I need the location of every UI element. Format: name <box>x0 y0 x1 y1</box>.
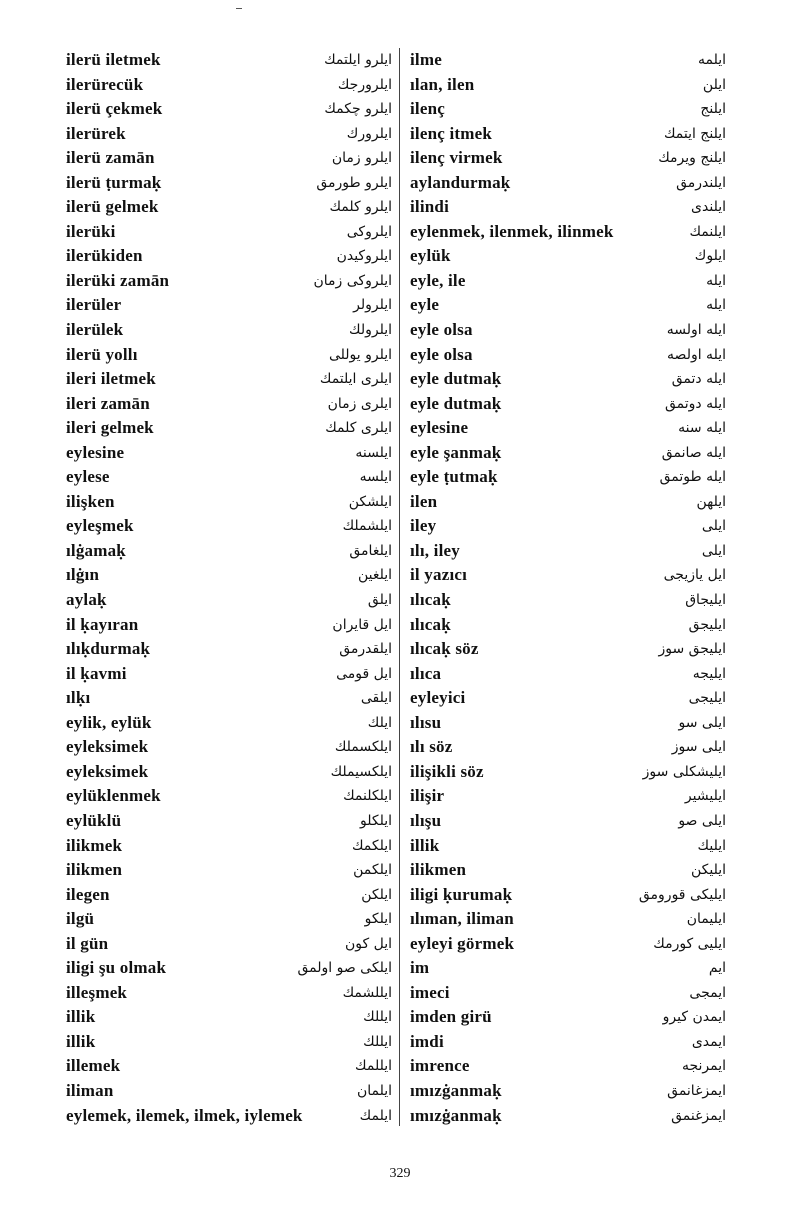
dictionary-entry <box>66 1054 392 1079</box>
ottoman-script: ایل یازیجی <box>663 567 726 584</box>
ottoman-script: ایلشملك <box>342 518 392 535</box>
turkish-headword: ileri zamān <box>66 393 150 413</box>
turkish-headword: imden girü <box>410 1007 492 1027</box>
dictionary-entry <box>410 784 726 809</box>
ottoman-script: ایمجی <box>689 984 726 1001</box>
ottoman-script: ایلیجق سوز <box>658 641 726 658</box>
ottoman-script: ایلسنه <box>355 444 392 461</box>
ottoman-script: ایل كون <box>344 935 392 952</box>
dictionary-entry <box>66 514 392 539</box>
turkish-headword: ilişikli söz <box>410 761 484 781</box>
ottoman-script: ایلكلنمك <box>343 788 392 805</box>
turkish-headword: ilgü <box>66 909 95 929</box>
ottoman-script: ایله طوتمق <box>659 469 726 486</box>
ottoman-script: ایلرولك <box>349 322 392 339</box>
ottoman-script: ایله اولسه <box>666 322 726 339</box>
dictionary-entry <box>66 981 392 1006</box>
dictionary-entry <box>410 686 726 711</box>
turkish-headword: eyleyi görmek <box>410 933 515 953</box>
print-speck <box>236 8 242 9</box>
dictionary-entry <box>410 293 726 318</box>
ottoman-script: ایلی صو <box>678 812 726 829</box>
right-column <box>410 48 726 1128</box>
ottoman-script: ایلیكن <box>690 862 726 879</box>
ottoman-script: ایلندی <box>691 199 726 216</box>
dictionary-entry <box>66 73 392 98</box>
dictionary-entry <box>410 809 726 834</box>
dictionary-entry <box>410 73 726 98</box>
dictionary-entry <box>410 1054 726 1079</box>
turkish-headword: ılıcaḳ <box>410 614 451 634</box>
dictionary-entry <box>66 293 392 318</box>
turkish-headword: eylenmek, ilenmek, ilinmek <box>410 221 614 241</box>
turkish-headword: eylemek, ilemek, ilmek, iylemek <box>66 1105 303 1125</box>
turkish-headword: ilindi <box>410 197 450 217</box>
ottoman-script: ایلسه <box>359 469 392 486</box>
dictionary-entry <box>66 97 392 122</box>
ottoman-script: ایلیمان <box>686 911 726 928</box>
turkish-headword: ılıca <box>410 663 442 683</box>
dictionary-entry <box>410 956 726 981</box>
turkish-headword: ilerüki zamān <box>66 270 170 290</box>
ottoman-script: ایلكسملك <box>334 739 392 756</box>
ottoman-script: ایلی <box>701 542 726 559</box>
dictionary-entry <box>410 195 726 220</box>
turkish-headword: ilikmen <box>66 860 123 880</box>
ottoman-script: ایلكمن <box>353 862 392 879</box>
dictionary-entry <box>410 514 726 539</box>
turkish-headword: ılısu <box>410 712 442 732</box>
ottoman-script: ایلكن <box>361 886 392 903</box>
turkish-headword: ılı söz <box>410 737 453 757</box>
ottoman-script: ایل قومی <box>336 665 392 682</box>
turkish-headword: ilişir <box>410 786 445 806</box>
dictionary-entry <box>410 318 726 343</box>
dictionary-entry <box>66 1104 392 1129</box>
dictionary-entry <box>410 1030 726 1055</box>
ottoman-script: ایللك <box>363 1009 392 1026</box>
dictionary-entry <box>66 686 392 711</box>
dictionary-entry <box>410 760 726 785</box>
turkish-headword: eyle, ile <box>410 270 466 290</box>
turkish-headword: ileri gelmek <box>66 418 154 438</box>
dictionary-entry <box>66 858 392 883</box>
turkish-headword: ilerülek <box>66 320 124 340</box>
turkish-headword: ilen <box>410 491 438 511</box>
turkish-headword: ilerü iletmek <box>66 50 161 69</box>
ottoman-script: ایلرولر <box>353 297 392 314</box>
ottoman-script: ایلیجق <box>688 616 726 633</box>
turkish-headword: eylesine <box>410 418 469 438</box>
turkish-headword: imeci <box>410 982 450 1002</box>
turkish-headword: eyle dutmaḳ <box>410 369 502 389</box>
ottoman-script: ایمرنجه <box>681 1058 726 1075</box>
dictionary-entry <box>410 834 726 859</box>
dictionary-entry <box>66 539 392 564</box>
turkish-headword: aylaḳ <box>66 590 107 610</box>
ottoman-script: ایلیجاق <box>685 592 726 609</box>
turkish-headword: illeşmek <box>66 982 128 1002</box>
dictionary-entry <box>410 539 726 564</box>
ottoman-script: ایلك <box>367 714 392 731</box>
dictionary-entry <box>66 195 392 220</box>
ottoman-script: ایلی سو <box>678 714 726 731</box>
ottoman-script: ایلشكن <box>348 493 392 510</box>
ottoman-script: ایلی سوز <box>671 739 726 756</box>
dictionary-entry <box>410 1005 726 1030</box>
dictionary-entry <box>410 48 726 73</box>
dictionary-entry <box>66 735 392 760</box>
turkish-headword: eyle şanmaḳ <box>410 442 502 462</box>
dictionary-entry <box>66 711 392 736</box>
turkish-headword: il gün <box>66 933 109 953</box>
ottoman-script: ایله دوتمق <box>664 395 726 412</box>
turkish-headword: ılıḳdurmaḳ <box>66 639 151 659</box>
ottoman-script: ایلندرمق <box>676 174 726 191</box>
dictionary-entry <box>410 637 726 662</box>
dictionary-entry <box>66 269 392 294</box>
turkish-headword: ileri iletmek <box>66 369 156 389</box>
dictionary-entry <box>410 883 726 908</box>
ottoman-script: ایلروكی زمان <box>313 272 392 289</box>
ottoman-script: ایلرو چكمك <box>324 101 392 118</box>
turkish-headword: eylüklü <box>66 810 122 830</box>
turkish-headword: eyleşmek <box>66 516 134 536</box>
ottoman-script: ایله صانمق <box>661 444 726 461</box>
turkish-headword: ilerükiden <box>66 246 143 266</box>
dictionary-entry <box>410 392 726 417</box>
dictionary-entry <box>410 1079 726 1104</box>
dictionary-entry <box>66 809 392 834</box>
dictionary-entry <box>66 588 392 613</box>
turkish-headword: illik <box>66 1007 96 1027</box>
dictionary-entry <box>410 171 726 196</box>
ottoman-script: ایلرورجك <box>337 76 392 93</box>
turkish-headword: ilerüki <box>66 221 116 241</box>
turkish-headword: ilerü gelmek <box>66 197 159 217</box>
ottoman-script: ایم <box>708 960 726 977</box>
dictionary-entry <box>410 613 726 638</box>
dictionary-entry <box>410 932 726 957</box>
dictionary-entry <box>66 416 392 441</box>
dictionary-entry <box>66 834 392 859</box>
ottoman-script: ایمزغنمق <box>671 1107 726 1124</box>
page-number: 329 <box>389 1166 411 1181</box>
ottoman-script: ایل قایران <box>332 616 392 633</box>
turkish-headword: il yazıcı <box>410 565 468 585</box>
ottoman-script: ایلیجی <box>688 690 726 707</box>
ottoman-script: ایله سنه <box>678 420 726 437</box>
turkish-headword: illemek <box>66 1056 121 1076</box>
ottoman-script: ایلكی صو اولمق <box>297 960 392 977</box>
ottoman-script: ایلكسیملك <box>330 763 392 780</box>
dictionary-entry <box>66 637 392 662</box>
ottoman-script: ایله <box>706 297 726 314</box>
ottoman-script: ایلیجه <box>692 665 726 682</box>
ottoman-script: ایللشمك <box>342 984 392 1001</box>
turkish-headword: ılıman, iliman <box>410 909 514 929</box>
dictionary-entry <box>410 343 726 368</box>
turkish-headword: ilenç virmek <box>410 148 503 168</box>
dictionary-entry <box>410 711 726 736</box>
dictionary-entry <box>410 735 726 760</box>
turkish-headword: eylese <box>66 467 110 487</box>
ottoman-script: ایلرورك <box>346 125 392 142</box>
turkish-headword: ilikmen <box>410 860 467 880</box>
dictionary-entry <box>410 490 726 515</box>
turkish-headword: ılıcaḳ söz <box>410 639 479 659</box>
dictionary-entry <box>66 613 392 638</box>
ottoman-script: ایلغامق <box>349 542 392 559</box>
turkish-headword: imrence <box>410 1056 470 1076</box>
ottoman-script: ایلرو زمان <box>331 150 392 167</box>
dictionary-entry <box>410 907 726 932</box>
turkish-headword: eyle dutmaḳ <box>410 393 502 413</box>
ottoman-script: ایلن <box>702 76 726 93</box>
dictionary-entry <box>66 122 392 147</box>
turkish-headword: il ḳayıran <box>66 614 139 634</box>
turkish-headword: eylük <box>410 246 451 266</box>
dictionary-entry <box>66 244 392 269</box>
turkish-headword: eylüklenmek <box>66 786 161 806</box>
turkish-headword: eyle ṭutmaḳ <box>410 467 498 487</box>
ottoman-script: ایلروكی <box>346 223 392 240</box>
ottoman-script: ایلقی <box>360 690 392 707</box>
dictionary-entry <box>66 784 392 809</box>
dictionary-entry <box>66 146 392 171</box>
turkish-headword: eyleksimek <box>66 761 149 781</box>
dictionary-entry <box>66 490 392 515</box>
turkish-headword: ilişken <box>66 491 115 511</box>
dictionary-entry <box>410 97 726 122</box>
turkish-headword: ılışu <box>410 810 442 830</box>
turkish-headword: illik <box>410 835 440 855</box>
ottoman-script: ایلمك <box>359 1107 392 1124</box>
ottoman-script: ایلنج ایتمك <box>663 125 726 142</box>
dictionary-entry <box>66 465 392 490</box>
ottoman-script: ایلمه <box>697 52 726 68</box>
turkish-headword: ilegen <box>66 884 110 904</box>
dictionary-entry <box>66 1030 392 1055</box>
column-divider <box>399 48 400 1126</box>
dictionary-entry <box>410 269 726 294</box>
turkish-headword: iligi şu olmak <box>66 958 167 978</box>
ottoman-script: ایمزغانمق <box>667 1082 726 1099</box>
ottoman-script: ایله اولصه <box>667 346 726 363</box>
dictionary-entry <box>410 244 726 269</box>
dictionary-entry <box>66 367 392 392</box>
dictionary-entry <box>66 1005 392 1030</box>
ottoman-script: ایمدن كیرو <box>662 1009 726 1026</box>
turkish-headword: eylik, eylük <box>66 712 152 732</box>
dictionary-entry <box>66 343 392 368</box>
ottoman-script: ایلوك <box>694 248 726 265</box>
ottoman-script: ایلكمك <box>351 837 392 854</box>
turkish-headword: eylesine <box>66 442 125 462</box>
turkish-headword: ilerü zamān <box>66 148 155 168</box>
dictionary-entry <box>66 318 392 343</box>
dictionary-entry <box>66 392 392 417</box>
dictionary-entry <box>410 563 726 588</box>
ottoman-script: ایلی <box>701 518 726 535</box>
turkish-headword: ilenç itmek <box>410 123 492 143</box>
turkish-headword: ilerü yollı <box>66 344 138 364</box>
turkish-headword: ımızġanmaḳ <box>410 1105 502 1125</box>
ottoman-script: ایلق <box>367 592 392 609</box>
ottoman-script: ایلكلو <box>359 812 392 829</box>
ottoman-script: ایلرو ایلتمك <box>324 52 392 68</box>
turkish-headword: iley <box>410 516 437 536</box>
ottoman-script: ایلیی كورمك <box>653 935 726 952</box>
turkish-headword: ılıcaḳ <box>410 590 451 610</box>
turkish-headword: iliman <box>66 1080 114 1100</box>
turkish-headword: ilenç <box>410 99 445 119</box>
dictionary-entry <box>410 662 726 687</box>
ottoman-script: ایلنج ویرمك <box>658 150 726 167</box>
turkish-headword: eyleyici <box>410 688 466 708</box>
ottoman-script: ایلروكیدن <box>336 248 392 265</box>
ottoman-script: ایلرو طورمق <box>316 174 392 191</box>
dictionary-entry <box>66 760 392 785</box>
ottoman-script: ایلیشكلی سوز <box>642 763 726 780</box>
dictionary-entry <box>66 932 392 957</box>
turkish-headword: ılḳı <box>66 688 91 708</box>
ottoman-script: ایله <box>706 272 726 289</box>
dictionary-entry <box>66 563 392 588</box>
turkish-headword: il ḳavmi <box>66 663 127 683</box>
turkish-headword: ilerü çekmek <box>66 99 163 119</box>
dictionary-entry <box>410 465 726 490</box>
turkish-headword: eyleksimek <box>66 737 149 757</box>
dictionary-entry <box>410 981 726 1006</box>
ottoman-script: ایلرو یوللی <box>328 346 392 363</box>
turkish-headword: illik <box>66 1031 96 1051</box>
turkish-headword: ilikmek <box>66 835 123 855</box>
ottoman-script: ایلیشیر <box>684 788 726 805</box>
turkish-headword: imdi <box>410 1031 444 1051</box>
ottoman-script: ایلری كلمك <box>325 420 392 437</box>
turkish-headword: ımızġanmaḳ <box>410 1080 502 1100</box>
turkish-headword: ilerüler <box>66 295 122 315</box>
ottoman-script: ایلكو <box>364 911 392 928</box>
ottoman-script: ایلمان <box>356 1082 392 1099</box>
ottoman-script: ایلیك <box>697 837 726 854</box>
dictionary-entry <box>66 907 392 932</box>
turkish-headword: aylandurmaḳ <box>410 172 511 192</box>
dictionary-entry <box>410 1104 726 1129</box>
turkish-headword: iligi ḳurumaḳ <box>410 884 513 904</box>
ottoman-script: ایلری ایلتمك <box>319 371 392 388</box>
dictionary-entry <box>410 588 726 613</box>
ottoman-script: ایللمك <box>355 1058 392 1075</box>
dictionary-entry <box>66 956 392 981</box>
ottoman-script: ایلنمك <box>689 223 726 240</box>
turkish-headword: im <box>410 958 430 978</box>
turkish-headword: ilerürek <box>66 123 126 143</box>
dictionary-entry <box>66 48 392 73</box>
turkish-headword: ılġamaḳ <box>66 540 126 560</box>
turkish-headword: ılan, ilen <box>410 74 475 94</box>
ottoman-script: ایللك <box>363 1033 392 1050</box>
turkish-headword: ilerü ṭurmaḳ <box>66 172 162 192</box>
turkish-headword: eyle olsa <box>410 344 473 364</box>
turkish-headword: eyle <box>410 295 440 315</box>
dictionary-entry <box>66 441 392 466</box>
turkish-headword: ilerürecük <box>66 74 144 94</box>
dictionary-entry <box>66 220 392 245</box>
dictionary-entry <box>410 416 726 441</box>
dictionary-entry <box>66 1079 392 1104</box>
turkish-headword: eyle olsa <box>410 320 473 340</box>
ottoman-script: ایلری زمان <box>327 395 392 412</box>
ottoman-script: ایلهن <box>696 493 726 510</box>
dictionary-entry <box>410 367 726 392</box>
ottoman-script: ایلرو كلمك <box>329 199 392 216</box>
dictionary-entry <box>66 883 392 908</box>
ottoman-script: ایلنج <box>700 101 726 118</box>
ottoman-script: ایله دتمق <box>671 371 726 388</box>
dictionary-entry <box>410 858 726 883</box>
ottoman-script: ایلغین <box>357 567 392 584</box>
turkish-headword: ılı, iley <box>410 540 460 560</box>
turkish-headword: ilme <box>410 50 442 69</box>
turkish-headword: ılġın <box>66 565 100 585</box>
dictionary-entry <box>410 220 726 245</box>
dictionary-entry <box>66 171 392 196</box>
dictionary-entry <box>410 122 726 147</box>
dictionary-entry <box>66 662 392 687</box>
ottoman-script: ایلیكی قورومق <box>638 886 726 903</box>
ottoman-script: ایلقدرمق <box>339 641 392 658</box>
left-column <box>66 48 392 1128</box>
dictionary-entry <box>410 146 726 171</box>
dictionary-entry <box>410 441 726 466</box>
ottoman-script: ایمدی <box>691 1033 726 1050</box>
